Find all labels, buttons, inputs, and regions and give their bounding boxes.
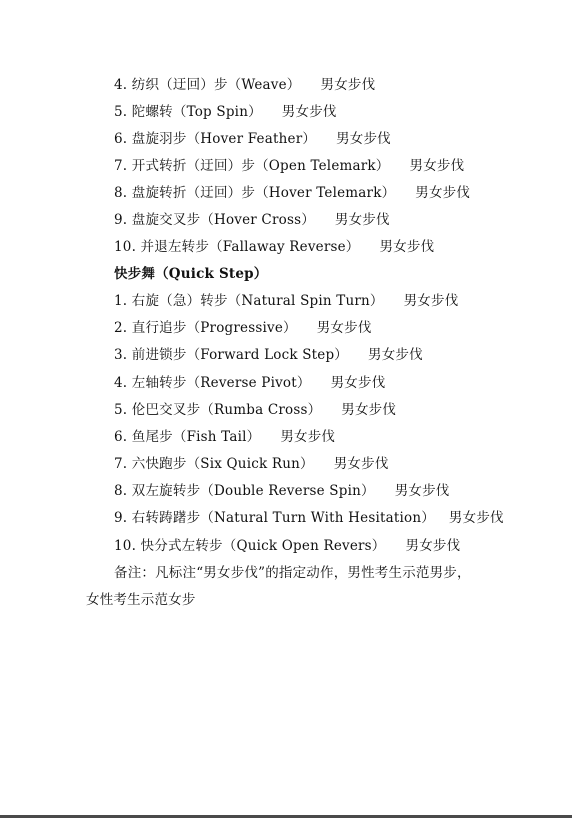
step-name: 5. 伦巴交叉步（Rumba Cross） <box>114 402 322 418</box>
list-item <box>114 184 470 202</box>
step-name: 4. 左轴转步（Reverse Pivot） <box>114 375 311 391</box>
step-name: 10. 并退左转步（Fallaway Reverse） <box>114 239 360 255</box>
step-tag: 男女步伐 <box>405 538 461 554</box>
step-tag: 男女步伐 <box>316 320 372 336</box>
list-item <box>114 537 460 555</box>
step-tag: 男女步伐 <box>448 510 504 526</box>
note-text-1: 备注：凡标注“男女步伐”的指定动作，男性考生示范男步， <box>114 565 471 581</box>
step-name: 4. 纺织（迂回）步（Weave） <box>114 77 301 93</box>
step-tag: 男女步伐 <box>330 375 386 391</box>
section-heading: 快步舞（Quick Step） <box>114 266 268 282</box>
list-item <box>114 401 396 419</box>
step-name: 6. 盘旋羽步（Hover Feather） <box>114 131 317 147</box>
step-tag: 男女步伐 <box>333 456 389 472</box>
list-item <box>114 76 375 94</box>
step-name: 1. 右旋（急）转步（Natural Spin Turn） <box>114 293 384 309</box>
step-tag: 男女步伐 <box>336 131 391 147</box>
list-item <box>114 130 391 148</box>
step-tag: 男女步伐 <box>379 239 435 255</box>
step-tag: 男女步伐 <box>280 429 336 445</box>
step-name: 7. 六快跑步（Six Quick Run） <box>114 456 314 472</box>
step-name: 9. 盘旋交叉步（Hover Cross） <box>114 212 315 228</box>
step-tag: 男女步伐 <box>394 483 450 499</box>
step-tag: 男女步伐 <box>281 104 337 120</box>
list-item <box>114 238 434 256</box>
list-item <box>114 374 385 392</box>
step-name: 7. 开式转折（迂回）步（Open Telemark） <box>114 158 390 174</box>
note-line-2 <box>86 591 506 609</box>
list-item <box>114 103 337 121</box>
step-tag: 男女步伐 <box>368 347 423 363</box>
list-item <box>114 319 372 337</box>
step-name: 2. 直行追步（Progressive） <box>114 320 297 336</box>
note-line-1 <box>86 564 506 582</box>
list-item <box>114 482 450 500</box>
step-name: 10. 快分式左转步（Quick Open Revers） <box>114 538 386 554</box>
step-name: 5. 陀螺转（Top Spin） <box>114 104 262 120</box>
step-tag: 男女步伐 <box>415 185 471 201</box>
list-item <box>114 211 390 229</box>
list-item <box>114 157 464 175</box>
step-name: 8. 盘旋转折（迂回）步（Hover Telemark） <box>114 185 396 201</box>
step-name: 9. 右转踌躇步（Natural Turn With Hesitation） <box>114 510 435 526</box>
list-item <box>114 455 389 473</box>
list-item <box>114 509 504 527</box>
step-tag: 男女步伐 <box>403 293 459 309</box>
step-name: 8. 双左旋转步（Double Reverse Spin） <box>114 483 375 499</box>
list-item <box>114 346 423 364</box>
list-item <box>114 428 335 446</box>
step-tag: 男女步伐 <box>320 77 376 93</box>
note-text-2: 女性考生示范女步 <box>86 592 196 608</box>
step-tag: 男女步伐 <box>334 212 390 228</box>
step-name: 3. 前进锁步（Forward Lock Step） <box>114 347 349 363</box>
step-name: 6. 鱼尾步（Fish Tail） <box>114 429 261 445</box>
list-item <box>114 292 458 310</box>
step-tag: 男女步伐 <box>341 402 397 418</box>
step-tag: 男女步伐 <box>409 158 465 174</box>
